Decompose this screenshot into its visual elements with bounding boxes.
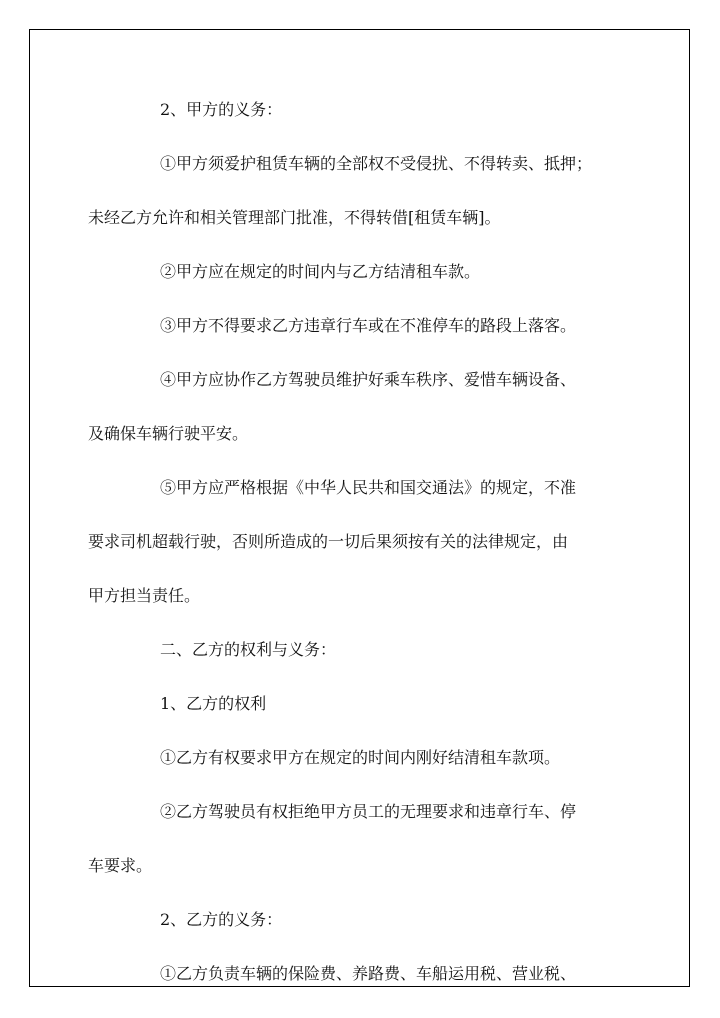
text-line: ②甲方应在规定的时间内与乙方结清租车款。	[160, 262, 481, 281]
subsection-heading: 2、乙方的义务：	[160, 910, 283, 929]
text-line: ⑤甲方应严格根据《中华人民共和国交通法》的规定，不准	[160, 478, 577, 497]
text-line: ①甲方须爱护租赁车辆的全部权不受侵扰、不得转卖、抵押；	[160, 154, 593, 173]
text-line: ①乙方负责车辆的保险费、养路费、车船运用税、营业税、	[160, 964, 577, 983]
text-line: ③甲方不得要求乙方违章行车或在不准停车的路段上落客。	[160, 316, 577, 335]
text-line: ①乙方有权要求甲方在规定的时间内刚好结清租车款项。	[160, 748, 561, 767]
text-line: 要求司机超载行驶，否则所造成的一切后果须按有关的法律规定，由	[88, 532, 569, 551]
text-line: ②乙方驾驶员有权拒绝甲方员工的无理要求和违章行车、停	[160, 802, 577, 821]
text-line: 及确保车辆行驶平安。	[88, 424, 249, 443]
text-line: 未经乙方允许和相关管理部门批准，不得转借[租赁车辆]。	[88, 208, 501, 227]
text-line: 甲方担当责任。	[88, 586, 201, 605]
subsection-heading: 1、乙方的权利	[160, 694, 267, 713]
text-line: 车要求。	[88, 856, 153, 875]
document-body	[88, 92, 648, 992]
section-heading: 二、乙方的权利与义务：	[160, 640, 337, 659]
text-line: 2、甲方的义务：	[160, 100, 283, 119]
text-line: ④甲方应协作乙方驾驶员维护好乘车秩序、爱惜车辆设备、	[160, 370, 577, 389]
